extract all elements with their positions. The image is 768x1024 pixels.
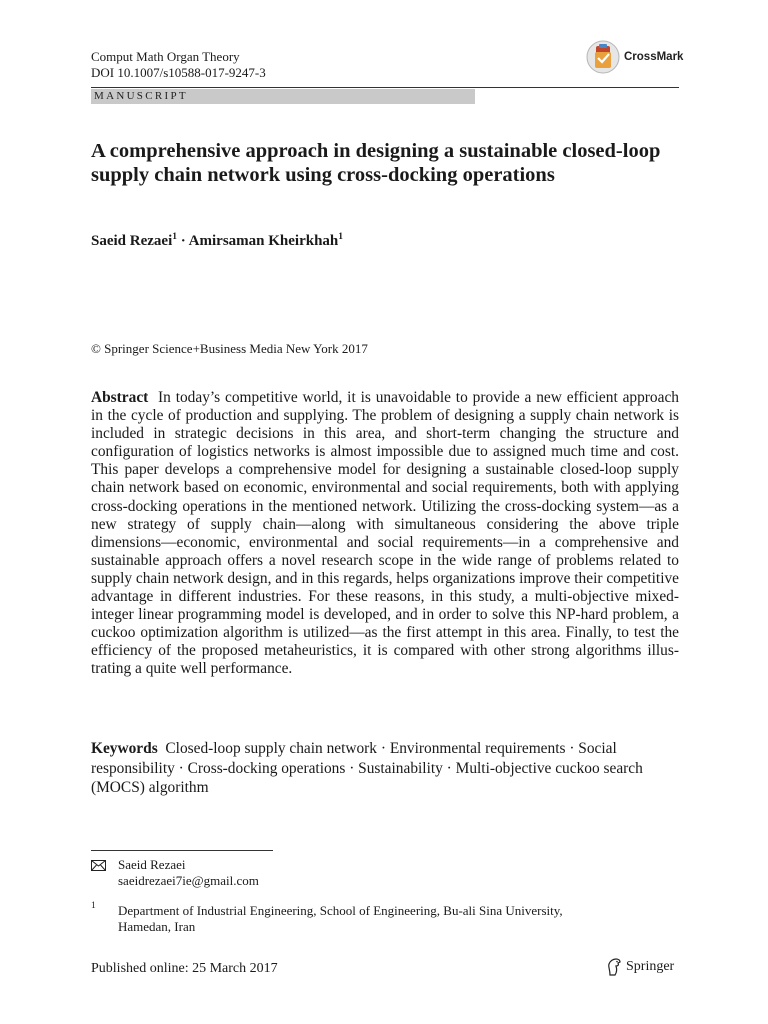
affiliation-number: 1 bbox=[91, 901, 96, 911]
header-rule bbox=[91, 87, 679, 88]
author-list bbox=[91, 232, 343, 250]
abstract bbox=[91, 389, 679, 679]
section-label: MANUSCRIPT bbox=[94, 90, 188, 102]
abstract-text: In today’s competitive world, it is unavoidable to provide a new efficient approach in the cycle of production and supplying. The problem of designing a supply chain network is included in strategic decisions in this area, and short-term changing the structure and configuration of logistics networks is almost impossible due to assigned much time and cost. This paper develops a comprehensive model for designing a sustainable closed-loop supply chain network based on economic, environmental and social requirements, both with applying cross-docking operations in the mentioned network. Utilizing the cross-docking system—as a new strategy of supply chain—along with simultaneous considering the above triple dimensions—economic, environmental and social requirements—in a comprehensive and sustainable approach offers a novel research scope in the wide range of problems related to supply chain network design, and in this regards, helps organizations improve their competitive advantage in different industries. For these reasons, in this study, a multi-objective mixed-integer linear programming model is developed, and in order to solve this NP-hard problem, a cuckoo optimization algorithm is utilized—as the first attempt in this area. Finally, to test the efficiency of the proposed metaheuristics, it is compared with other strong algorithms illustrating a quite well performance. bbox=[91, 389, 679, 678]
springer-label: Springer bbox=[626, 959, 675, 974]
section-band bbox=[91, 89, 475, 104]
contact-email[interactable]: saeidrezaei7ie@gmail.com bbox=[118, 873, 259, 888]
crossmark-badge[interactable] bbox=[586, 40, 683, 74]
author-name: Amirsaman Kheirkhah bbox=[188, 233, 339, 249]
paper-title: A comprehensive approach in designing a sustainable closed-loop supply chain network using cross-docking operations bbox=[91, 140, 661, 186]
doi[interactable]: DOI 10.1007/s10588-017-9247-3 bbox=[91, 65, 266, 80]
author-separator: · bbox=[176, 233, 189, 249]
crossmark-label: CrossMark bbox=[624, 51, 684, 63]
keywords bbox=[91, 739, 681, 798]
abstract-label: Abstract bbox=[91, 389, 149, 406]
footnote-rule bbox=[91, 850, 273, 851]
contact-name: Saeid Rezaei bbox=[118, 857, 186, 872]
author-affiliation-mark: 1 bbox=[172, 232, 177, 242]
affiliation-text: Department of Industrial Engineering, School of Engineering, Bu-ali Sina University, Hamedan, Iran bbox=[118, 903, 563, 934]
springer-logo bbox=[606, 958, 674, 976]
author-name: Saeid Rezaei bbox=[91, 233, 173, 249]
author-affiliation-mark: 1 bbox=[338, 232, 344, 242]
journal-header bbox=[91, 49, 266, 81]
keywords-text: Closed-loop supply chain network · Environmental requirements · Social responsibility · Cross-docking operations · Sustainability · Multi-objective cuckoo search (MOCS) algorithm bbox=[91, 740, 643, 796]
crossmark-icon bbox=[586, 40, 620, 74]
envelope-icon bbox=[91, 860, 106, 871]
journal-name: Comput Math Organ Theory bbox=[91, 49, 240, 64]
keywords-label: Keywords bbox=[91, 740, 158, 757]
published-date: Published online: 25 March 2017 bbox=[91, 961, 278, 976]
copyright-line: © Springer Science+Business Media New York 2017 bbox=[91, 341, 368, 356]
springer-horse-icon bbox=[606, 958, 622, 976]
